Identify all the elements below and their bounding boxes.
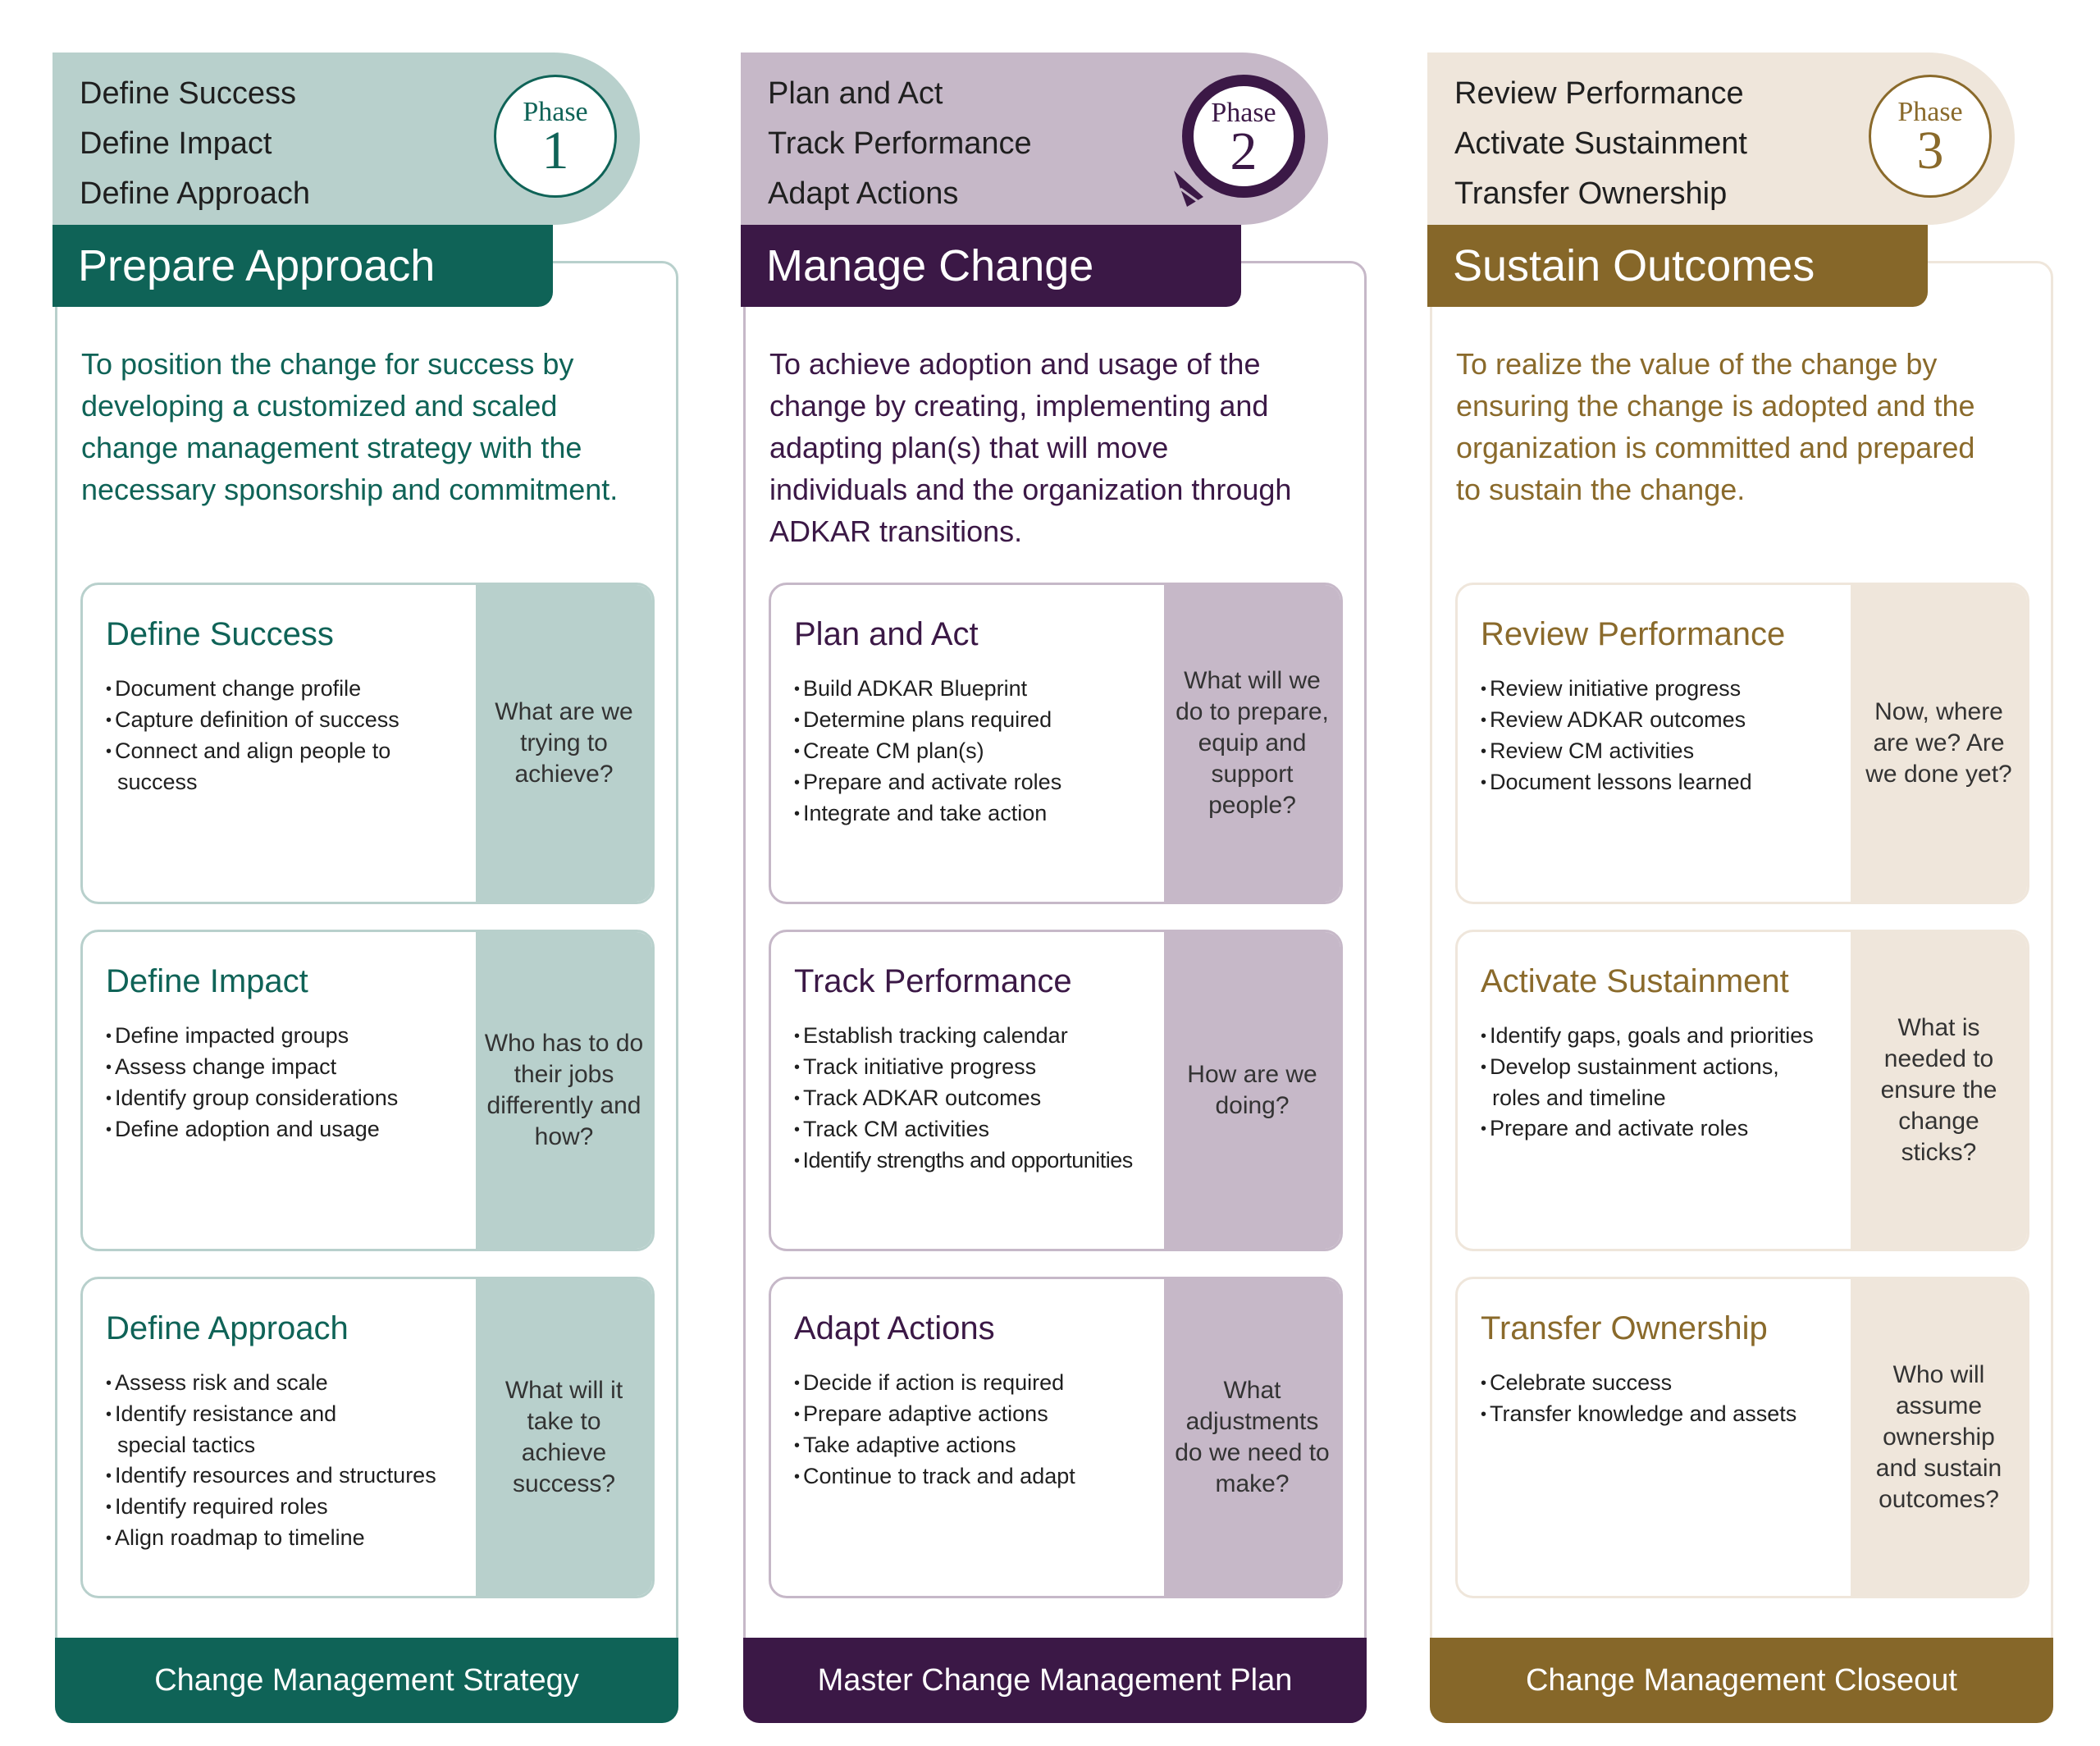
phase-1-header	[52, 53, 640, 225]
activity-item: • Document change profile	[106, 674, 475, 705]
phase-2-header-tasks	[768, 69, 1032, 219]
phase-3-purpose: To realize the value of the change by ensuring the change is adopted and the organization is committed and prepared to sustain the change.	[1456, 347, 1975, 506]
phase-2-purpose: To achieve adoption and usage of the change by creating, implementing and adapting plan(s) that will move individuals and the organization through ADKAR transitions.	[769, 347, 1292, 548]
activity-item: • Assess change impact	[106, 1052, 475, 1083]
phase-1-header-tasks	[80, 69, 310, 219]
activity-item: • Identify group considerations	[106, 1083, 475, 1114]
phase-3-title: Sustain Outcomes	[1427, 225, 1928, 307]
activity-title: Activate Sustainment	[1481, 963, 1789, 999]
activity-item: • Identify gaps, goals and priorities	[1481, 1021, 1866, 1052]
guiding-question: Now, where are we? Are we done yet?	[1851, 585, 2027, 902]
phase-1-deliverable: Change Management Strategy	[55, 1638, 678, 1723]
phase-1-badge	[494, 75, 617, 198]
phase-2-deliverable: Master Change Management Plan	[743, 1638, 1367, 1723]
activity-item: • Continue to track and adapt	[794, 1461, 1163, 1492]
activity-item: • Review ADKAR outcomes	[1481, 705, 1850, 736]
phase-2-header	[741, 53, 1328, 225]
activity-item: • Connect and align people to success	[106, 736, 396, 798]
activity-item: • Develop sustainment actions, roles and timeline	[1481, 1052, 1820, 1113]
activity-item: • Prepare and activate roles	[1481, 1113, 1866, 1145]
cycle-arrow-icon	[1166, 164, 1215, 213]
activity-title: Define Approach	[106, 1310, 349, 1346]
activity-item: • Track CM activities	[794, 1114, 1180, 1145]
activity-item: • Take adaptive actions	[794, 1430, 1163, 1461]
guiding-question: Who has to do their jobs differently and how?	[476, 932, 652, 1249]
header-task: Transfer Ownership	[1454, 176, 1728, 211]
header-task: Track Performance	[768, 126, 1032, 161]
activity-list	[106, 1368, 475, 1554]
badge-label: Phase	[523, 97, 588, 127]
guiding-question: Who will assume ownership and sustain outcomes?	[1851, 1279, 2027, 1596]
guiding-question: What will it take to achieve success?	[476, 1279, 652, 1596]
activity-list	[794, 1368, 1163, 1492]
activity-card	[769, 1277, 1343, 1598]
activity-item: • Define impacted groups	[106, 1021, 475, 1052]
guiding-question: What will we do to prepare, equip and support people?	[1164, 585, 1340, 902]
activity-item: • Integrate and take action	[794, 798, 1163, 830]
activity-title: Review Performance	[1481, 616, 1786, 652]
activity-card	[769, 930, 1343, 1251]
activity-item: • Decide if action is required	[794, 1368, 1163, 1399]
activity-item: • Transfer knowledge and assets	[1481, 1399, 1850, 1430]
activity-card	[1455, 930, 2029, 1251]
activity-item: • Create CM plan(s)	[794, 736, 1163, 767]
activity-title: Plan and Act	[794, 616, 979, 652]
activity-title: Track Performance	[794, 963, 1072, 999]
phase-3-header-tasks	[1454, 69, 1747, 219]
activity-item: • Review initiative progress	[1481, 674, 1850, 705]
activity-list	[1481, 1021, 1866, 1145]
badge-label: Phase	[1211, 98, 1276, 128]
activity-list	[794, 674, 1163, 830]
activity-item: • Build ADKAR Blueprint	[794, 674, 1163, 705]
phase-2-column	[741, 0, 1381, 1746]
activity-list	[794, 1021, 1180, 1177]
activity-item: • Prepare adaptive actions	[794, 1399, 1163, 1430]
phase-3-column	[1427, 0, 2067, 1746]
header-task: Adapt Actions	[768, 176, 959, 211]
activity-card	[80, 930, 655, 1251]
activity-item: • Review CM activities	[1481, 736, 1850, 767]
activity-item: • Track ADKAR outcomes	[794, 1083, 1180, 1114]
phase-3-deliverable: Change Management Closeout	[1430, 1638, 2053, 1723]
activity-item: • Capture definition of success	[106, 705, 475, 736]
activity-title: Adapt Actions	[794, 1310, 995, 1346]
badge-label: Phase	[1897, 97, 1963, 127]
activity-item: • Align roadmap to timeline	[106, 1523, 475, 1554]
activity-item: • Identify resources and structures	[106, 1460, 475, 1492]
header-task: Define Success	[80, 76, 297, 111]
phase-1-column	[52, 0, 692, 1746]
activity-item: • Define adoption and usage	[106, 1114, 475, 1145]
activity-item: • Identify required roles	[106, 1492, 475, 1523]
activity-title: Define Impact	[106, 963, 308, 999]
activity-card	[1455, 1277, 2029, 1598]
header-task: Define Approach	[80, 176, 310, 211]
activity-item: • Determine plans required	[794, 705, 1163, 736]
activity-item: • Celebrate success	[1481, 1368, 1850, 1399]
phase-1-title: Prepare Approach	[52, 225, 553, 307]
activity-item: • Assess risk and scale	[106, 1368, 475, 1399]
activity-item: • Prepare and activate roles	[794, 767, 1163, 798]
activity-card	[80, 583, 655, 904]
activity-item: • Identify strengths and opportunities	[794, 1145, 1180, 1177]
activity-title: Define Success	[106, 616, 334, 652]
activity-item: • Track initiative progress	[794, 1052, 1180, 1083]
guiding-question: What are we trying to achieve?	[476, 585, 652, 902]
phase-2-title: Manage Change	[741, 225, 1241, 307]
activity-list	[1481, 674, 1850, 798]
phase-1-purpose: To position the change for success by developing a customized and scaled change management strategy with the necessary sponsorship and commitment.	[81, 347, 619, 506]
activity-list	[106, 674, 475, 798]
activity-card	[769, 583, 1343, 904]
activity-item: • Document lessons learned	[1481, 767, 1850, 798]
badge-number: 2	[1230, 121, 1258, 181]
header-task: Review Performance	[1454, 76, 1744, 111]
phase-3-badge	[1869, 75, 1992, 198]
activity-item: • Establish tracking calendar	[794, 1021, 1180, 1052]
header-task: Plan and Act	[768, 76, 943, 111]
header-task: Define Impact	[80, 126, 272, 161]
guiding-question: How are we doing?	[1164, 932, 1340, 1249]
activity-item: • Identify resistance and special tactics	[106, 1399, 380, 1460]
activity-list	[106, 1021, 475, 1145]
activity-card	[1455, 583, 2029, 904]
guiding-question: What adjustments do we need to make?	[1164, 1279, 1340, 1596]
phase-3-header	[1427, 53, 2015, 225]
activity-list	[1481, 1368, 1850, 1430]
guiding-question: What is needed to ensure the change sticks?	[1851, 932, 2027, 1249]
activity-card	[80, 1277, 655, 1598]
badge-number: 3	[1916, 121, 1944, 181]
activity-title: Transfer Ownership	[1481, 1310, 1768, 1346]
header-task: Activate Sustainment	[1454, 126, 1747, 161]
badge-number: 1	[541, 121, 569, 181]
